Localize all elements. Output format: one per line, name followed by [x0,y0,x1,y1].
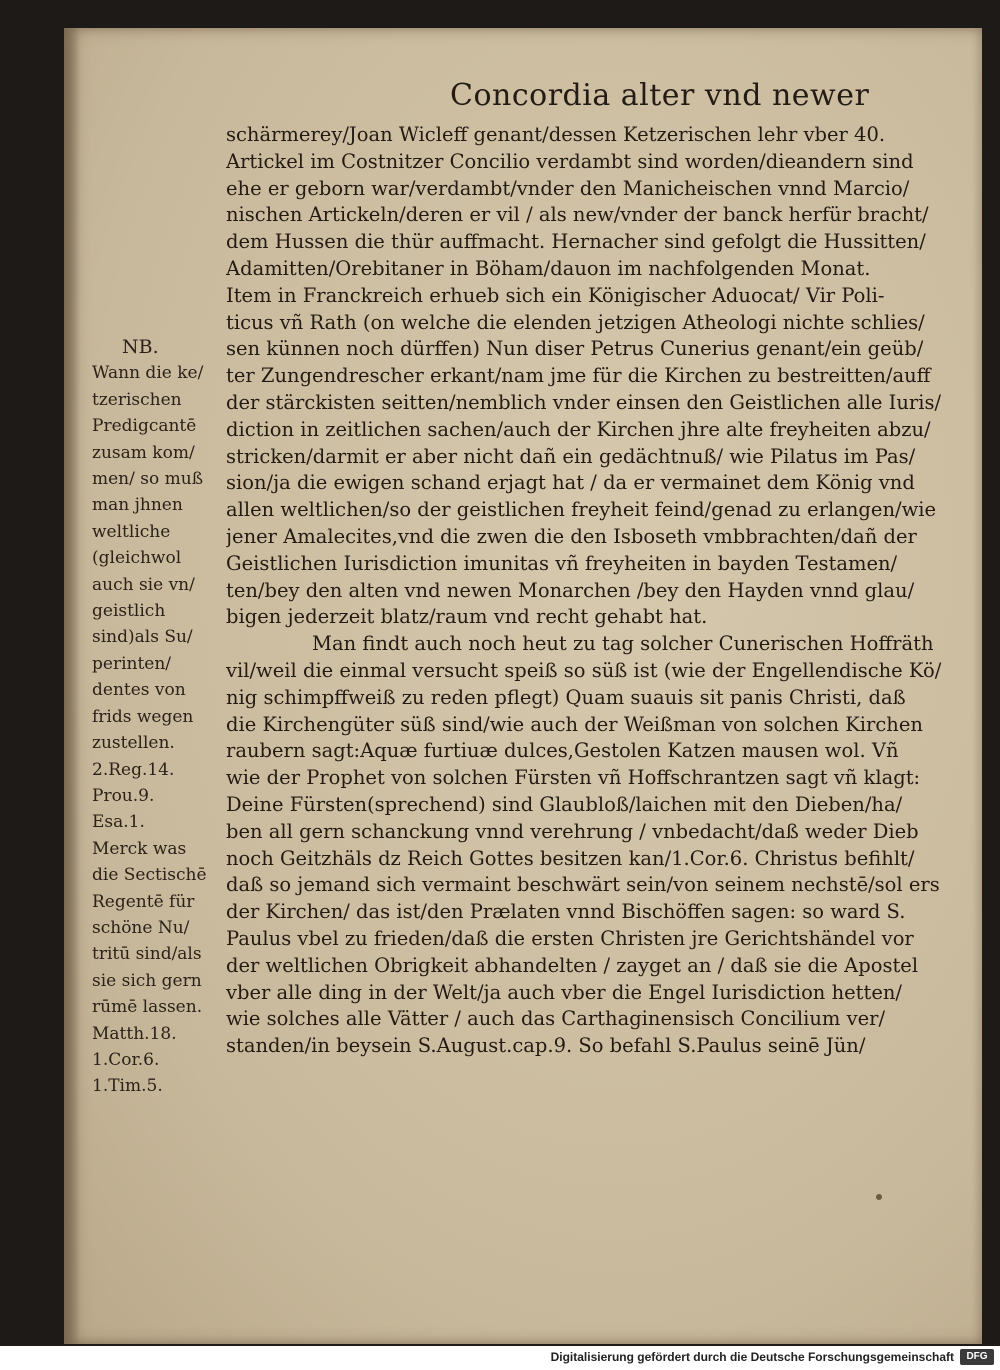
margin-note-line: zustellen. [92,733,175,754]
margin-note-line: frids wegen [92,706,194,727]
text-line: nig schimpffweiß zu reden pflegt) Quam suauis sit panis Christi, daß [226,685,906,709]
margin-note-line: Regentē für [92,891,195,912]
text-line: allen weltlichen/so der geistlichen freyheit feind/genad zu erlangen/wie [226,498,937,522]
margin-note-line: tzerischen [92,389,182,410]
footer-credit: Digitalisierung gefördert durch die Deutsche Forschungsgemeinschaft [550,1350,954,1364]
text-line: Item in Franckreich erhueb sich ein Königischer Aduocat/ Vir Poli- [226,283,885,307]
text-line: der weltlichen Obrigkeit abhandelten / zayget an / daß sie die Apostel [226,953,919,977]
margin-note-line: Prou.9. [92,785,155,806]
body-text [226,122,968,1060]
text-line: der Kirchen/ das ist/den Prælaten vnnd Bischöffen sagen: so ward S. [226,900,906,924]
margin-note-line: sind)als Su/ [92,627,193,648]
margin-notes [92,334,232,1100]
text-line: der stärckisten seitten/nemblich vnder einsen den Geistlichen alle Iuris/ [226,390,942,414]
margin-note-line: rūmē lassen. [92,997,203,1018]
margin-note-line: NB. [122,336,159,358]
text-line: dem Hussen die thür auffmacht. Hernacher sind gefolgt die Hussitten/ [226,230,926,254]
text-line: diction in zeitlichen sachen/auch der Kirchen jhre alte freyheiten abzu/ [226,417,931,441]
margin-note-line: 1.Tim.5. [92,1076,163,1097]
footer-bar [0,1346,1000,1370]
text-line: raubern sagt:Aquæ furtiuæ dulces,Gestolen Katzen mausen wol. Vñ [226,739,899,763]
text-line: ter Zungendrescher erkant/nam jme für die Kirchen zu bestreitten/auff [226,364,931,388]
text-line: stricken/darmit er aber nicht dañ ein gedächtnuß/ wie Pilatus im Pas/ [226,444,916,468]
text-line: wie der Prophet von solchen Fürsten vñ Hoffschrantzen sagt vñ klagt: [226,766,921,790]
margin-note-line: Predigcantē [92,416,197,437]
margin-note-line: die Sectischē [92,865,207,886]
text-line: ten/bey den alten vnd newen Monarchen /bey den Hayden vnnd glau/ [226,578,915,602]
margin-note-line: Merck was [92,838,187,859]
text-line: jener Amalecites,vnd die zwen die den Isboseth vmbbrachten/dañ der [226,524,917,548]
margin-note-line: Wann die ke/ [92,363,204,384]
margin-note-line: auch sie vn/ [92,574,195,595]
text-line: ticus vñ Rath (on welche die elenden jetzigen Atheologi nichte schlies/ [226,310,925,334]
ink-spot [876,1194,882,1200]
text-line: Man findt auch noch heut zu tag solcher Cunerischen Hoffräth [312,632,934,656]
text-line: sen künnen noch dürffen) Nun diser Petrus Cunerius genant/ein geüb/ [226,337,924,361]
text-line: bigen jederzeit blatz/raum vnd recht gehabt hat. [226,605,708,629]
margin-note-line: Matth.18. [92,1023,177,1044]
text-line: Artickel im Costnitzer Concilio verdambt sind worden/dieandern sind [226,149,914,173]
text-line: vil/weil die einmal versucht speiß so süß ist (wie der Engellendische Kö/ [226,658,942,682]
text-line: wie solches alle Vätter / auch das Carthaginensisch Concilium ver/ [226,1007,886,1031]
margin-note-line: zusam kom/ [92,442,195,463]
running-head: Concordia alter vnd newer [450,78,870,113]
text-line: die Kirchengüter süß sind/wie auch der Weißman von solchen Kirchen [226,712,923,736]
text-line: noch Geitzhäls dz Reich Gottes besitzen kan/1.Cor.6. Christus befihlt/ [226,846,915,870]
margin-note-line: tritū sind/als [92,944,202,965]
margin-note-line: 2.Reg.14. [92,759,175,780]
margin-note-line: weltliche [92,521,171,542]
margin-note-line: schöne Nu/ [92,917,190,938]
text-line: standen/in beysein S.August.cap.9. So befahl S.Paulus seinē Jün/ [226,1034,866,1058]
text-line: Adamitten/Orebitaner in Böham/dauon im nachfolgenden Monat. [226,256,871,280]
text-line: Geistlichen Iurisdiction imunitas vñ freyheiten in bayden Testamen/ [226,551,898,575]
text-line: Deine Fürsten(sprechend) sind Glaubloß/laichen mit den Dieben/ha/ [226,792,903,816]
margin-note-line: 1.Cor.6. [92,1049,160,1070]
text-line: ehe er geborn war/verdambt/vnder den Manicheischen vnnd Marcio/ [226,176,910,200]
page-gutter-shadow [64,28,80,1344]
margin-note-line: perinten/ [92,653,172,674]
dfg-logo: DFG [960,1349,994,1365]
margin-note-line: men/ so muß [92,469,204,490]
text-line: sion/ja die ewigen schand erjagt hat / da er vermainet dem König vnd [226,471,915,495]
text-line: nischen Artickeln/deren er vil / als new/vnder der banck herfür bracht/ [226,203,929,227]
text-line: Paulus vbel zu frieden/daß die ersten Christen jre Gerichtshändel vor [226,926,914,950]
margin-note-line: sie sich gern [92,970,202,991]
margin-note-line: geistlich [92,601,166,622]
text-line: ben all gern schanckung vnnd verehrung / vnbedacht/daß weder Dieb [226,819,919,843]
text-line: vber alle ding in der Welt/ja auch vber die Engel Iurisdiction hetten/ [226,980,903,1004]
text-line: schärmerey/Joan Wicleff genant/dessen Ketzerischen lehr vber 40. [226,123,886,146]
margin-note-line: (gleichwol [92,548,182,569]
margin-note-line: dentes von [92,680,186,701]
text-line: daß so jemand sich vermaint beschwärt sein/von seinem nechstē/sol ers [226,873,940,897]
margin-note-line: Esa.1. [92,812,145,833]
margin-note-line: man jhnen [92,495,183,516]
